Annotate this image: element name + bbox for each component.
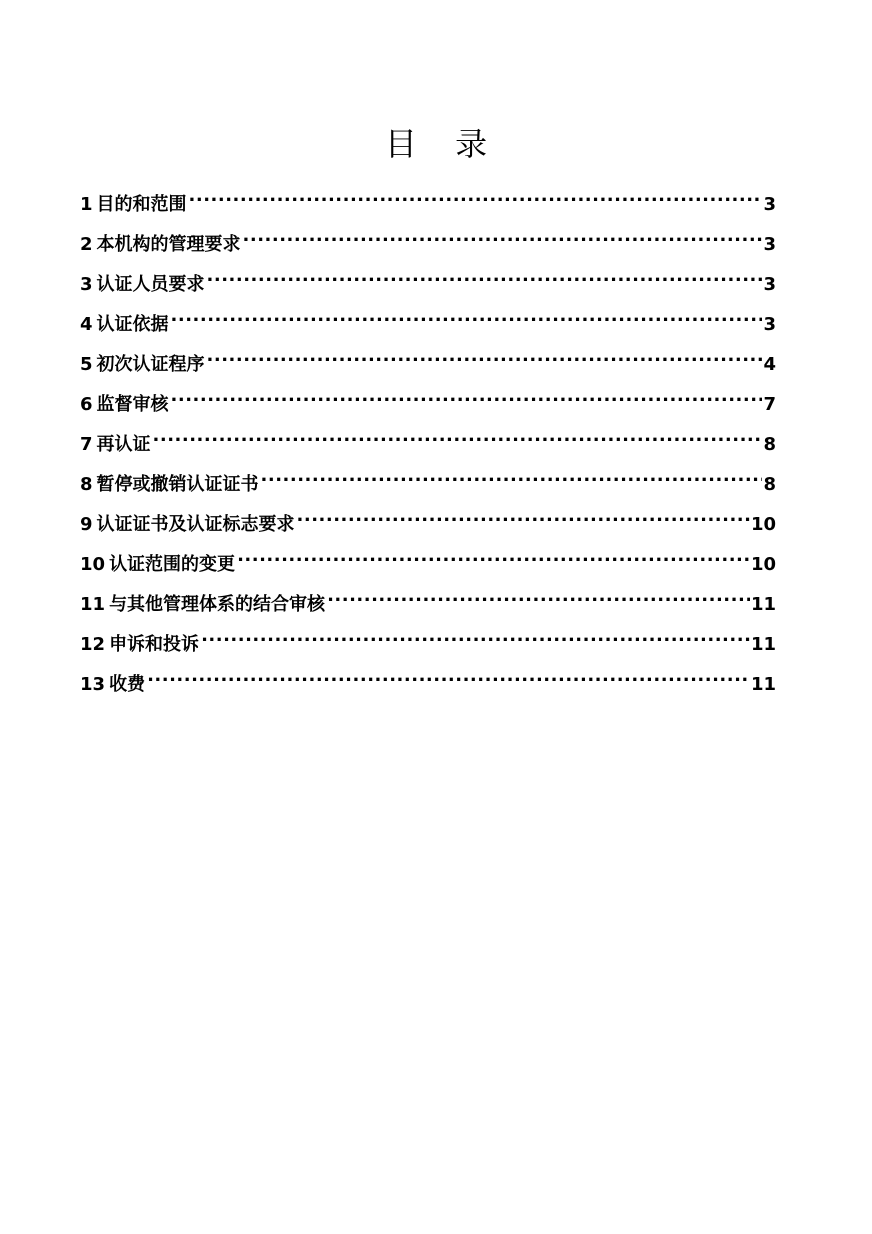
toc-dot-leader (243, 222, 763, 250)
toc-entry[interactable] (80, 262, 776, 302)
toc-entry-number: 7 (80, 434, 93, 455)
toc-entry-number: 8 (80, 474, 93, 495)
toc-dot-leader (327, 582, 750, 610)
toc-entry-number: 1 (80, 194, 93, 215)
toc-title: 目 录 (384, 125, 502, 163)
toc-entry-number: 5 (80, 354, 93, 375)
toc-entry[interactable] (80, 662, 776, 702)
toc-entry-label: 监督审核 (96, 394, 169, 415)
toc-entry-label: 认证证书及认证标志要求 (96, 514, 295, 535)
toc-entry-label: 认证依据 (96, 314, 169, 335)
toc-dot-leader (171, 382, 763, 410)
toc-entry-label: 认证人员要求 (96, 274, 205, 295)
toc-entry[interactable] (80, 382, 776, 422)
toc-entry-number: 6 (80, 394, 93, 415)
toc-entry-label: 初次认证程序 (96, 354, 205, 375)
toc-entry-page: 10 (750, 514, 776, 535)
toc-dot-leader (237, 542, 750, 570)
toc-entry-number: 4 (80, 314, 93, 335)
toc-entry-page: 7 (763, 394, 776, 415)
toc-dot-leader (153, 422, 763, 450)
toc-entry-number: 13 (80, 674, 106, 695)
toc-entry-number: 12 (80, 634, 106, 655)
toc-entry-number: 11 (80, 594, 106, 615)
toc-entry[interactable] (80, 462, 776, 502)
toc-entry-page: 11 (750, 674, 776, 695)
toc-entry-page: 11 (750, 594, 776, 615)
toc-entry[interactable] (80, 302, 776, 342)
toc-entry[interactable] (80, 542, 776, 582)
toc-entry-page: 8 (763, 434, 776, 455)
toc-dot-leader (207, 262, 763, 290)
toc-entry[interactable] (80, 582, 776, 622)
toc-entry[interactable] (80, 422, 776, 462)
toc-entry-number: 2 (80, 234, 93, 255)
toc-entry[interactable] (80, 182, 776, 222)
toc-entry-label: 与其他管理体系的结合审核 (109, 594, 326, 615)
toc-dot-leader (201, 622, 750, 650)
toc-entry-page: 3 (763, 314, 776, 335)
toc-entry-page: 10 (750, 554, 776, 575)
toc-entry-page: 3 (763, 274, 776, 295)
toc-entry-page: 4 (763, 354, 776, 375)
toc-entry[interactable] (80, 222, 776, 262)
toc-dot-leader (147, 662, 750, 690)
toc-entry-number: 3 (80, 274, 93, 295)
toc-dot-leader (297, 502, 750, 530)
toc-entry-label: 暂停或撤销认证证书 (96, 474, 259, 495)
toc-dot-leader (207, 342, 763, 370)
toc-entry-number: 10 (80, 554, 106, 575)
toc-entry[interactable] (80, 622, 776, 662)
toc-entry-label: 目的和范围 (96, 194, 187, 215)
toc-entry[interactable] (80, 502, 776, 542)
toc-entry-page: 3 (763, 234, 776, 255)
toc-dot-leader (261, 462, 763, 490)
toc-entry[interactable] (80, 342, 776, 382)
toc-entry-label: 收费 (109, 674, 146, 695)
toc-entry-label: 再认证 (96, 434, 151, 455)
toc-entry-label: 本机构的管理要求 (96, 234, 241, 255)
toc-entry-page: 8 (763, 474, 776, 495)
toc-dot-leader (189, 182, 763, 210)
toc-entry-page: 11 (750, 634, 776, 655)
toc-entry-label: 申诉和投诉 (109, 634, 200, 655)
toc-dot-leader (171, 302, 763, 330)
toc-entry-number: 9 (80, 514, 93, 535)
toc-entry-label: 认证范围的变更 (109, 554, 236, 575)
toc-entry-page: 3 (763, 194, 776, 215)
toc-list (80, 182, 776, 702)
